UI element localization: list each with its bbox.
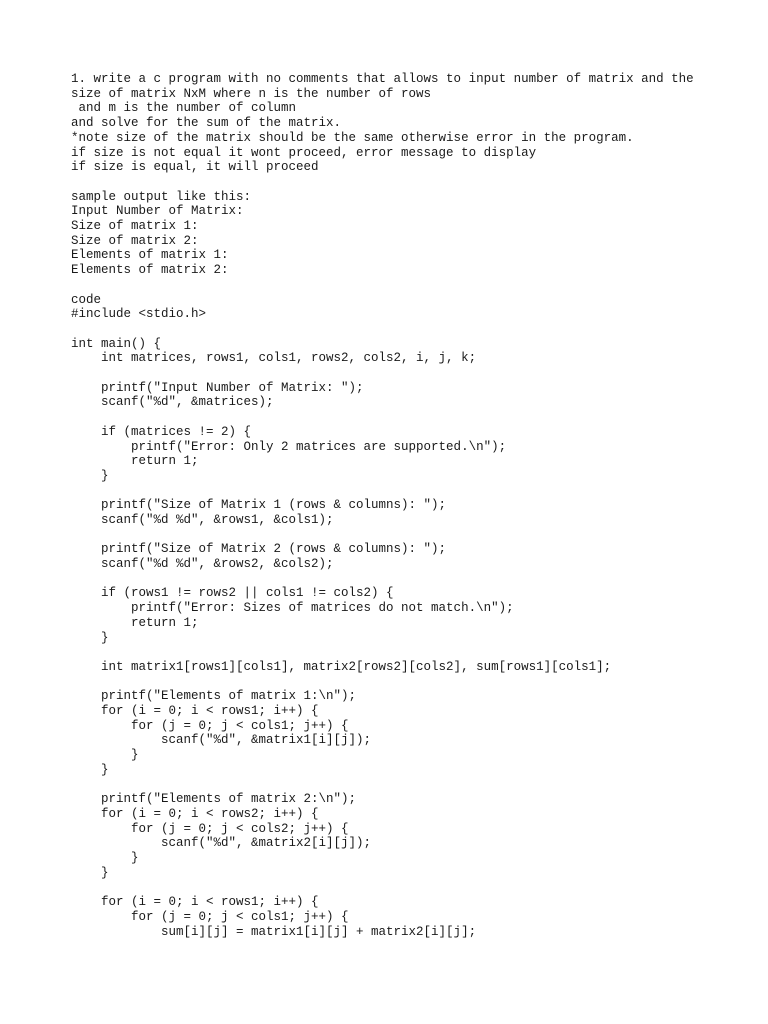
document-line: and m is the number of column: [71, 101, 297, 116]
document-line: int matrix1[rows1][cols1], matrix2[rows2][cols2], sum[rows1][cols1];: [71, 659, 612, 674]
document-line: [71, 322, 694, 337]
document-line: for (j = 0; j < cols1; j++) {: [71, 909, 349, 924]
document-line: if (matrices != 2) {: [71, 424, 252, 439]
document-line: for (j = 0; j < cols2; j++) {: [71, 821, 349, 836]
document-line: if size is not equal it wont proceed, error message to display: [71, 145, 537, 160]
document-line: [71, 175, 694, 190]
document-line: printf("Size of Matrix 1 (rows & columns): ");: [71, 498, 447, 513]
document-line: printf("Error: Only 2 matrices are supported.\n");: [71, 439, 507, 454]
document-line: size of matrix NxM where n is the number of rows: [71, 86, 432, 101]
document-line: scanf("%d", &matrix1[i][j]);: [71, 733, 372, 748]
document-line: scanf("%d %d", &rows2, &cols2);: [71, 557, 334, 572]
document-line: int main() {: [71, 336, 162, 351]
document-line: printf("Input Number of Matrix: ");: [71, 380, 364, 395]
document-line: if (rows1 != rows2 || cols1 != cols2) {: [71, 586, 394, 601]
document-line: [71, 572, 694, 587]
document-line: for (i = 0; i < rows1; i++) {: [71, 704, 319, 719]
document-line: }: [71, 468, 109, 483]
document-line: printf("Size of Matrix 2 (rows & columns): ");: [71, 542, 447, 557]
document-line: if size is equal, it will proceed: [71, 160, 319, 175]
document-line: }: [71, 630, 109, 645]
document-line: scanf("%d", &matrix2[i][j]);: [71, 836, 372, 851]
document-line: sample output like this:: [71, 189, 252, 204]
document-line: }: [71, 762, 109, 777]
document-line: }: [71, 748, 139, 763]
document-line: [71, 881, 694, 896]
document-line: [71, 528, 694, 543]
document-line: [71, 645, 694, 660]
document-line: return 1;: [71, 615, 199, 630]
document-line: int matrices, rows1, cols1, rows2, cols2, i, j, k;: [71, 351, 477, 366]
document-body-text: [71, 72, 694, 939]
document-line: scanf("%d", &matrices);: [71, 395, 274, 410]
document-line: [71, 278, 694, 293]
document-line: sum[i][j] = matrix1[i][j] + matrix2[i][j];: [71, 924, 477, 939]
document-line: 1. write a c program with no comments that allows to input number of matrix and the: [71, 72, 694, 86]
document-line: code: [71, 292, 102, 307]
document-line: Elements of matrix 2:: [71, 263, 229, 278]
document-line: [71, 675, 694, 690]
document-line: for (i = 0; i < rows2; i++) {: [71, 806, 319, 821]
document-line: for (j = 0; j < cols1; j++) {: [71, 718, 349, 733]
document-line: return 1;: [71, 454, 199, 469]
document-line: [71, 366, 694, 381]
document-line: Input Number of Matrix:: [71, 204, 244, 219]
document-line: }: [71, 865, 109, 880]
document-line: Elements of matrix 1:: [71, 248, 229, 263]
document-line: *note size of the matrix should be the same otherwise error in the program.: [71, 130, 634, 145]
document-line: [71, 484, 694, 499]
document-line: scanf("%d %d", &rows1, &cols1);: [71, 513, 334, 527]
document-line: Size of matrix 2:: [71, 233, 199, 248]
document-line: }: [71, 851, 139, 866]
document-line: printf("Error: Sizes of matrices do not match.\n");: [71, 601, 514, 616]
document-line: printf("Elements of matrix 1:\n");: [71, 689, 357, 704]
document-line: [71, 410, 694, 425]
document-line: printf("Elements of matrix 2:\n");: [71, 792, 357, 807]
document-line: Size of matrix 1:: [71, 219, 199, 234]
document-line: [71, 778, 694, 793]
document-line: and solve for the sum of the matrix.: [71, 116, 342, 131]
document-line: for (i = 0; i < rows1; i++) {: [71, 895, 319, 910]
document-line: #include <stdio.h>: [71, 307, 207, 322]
